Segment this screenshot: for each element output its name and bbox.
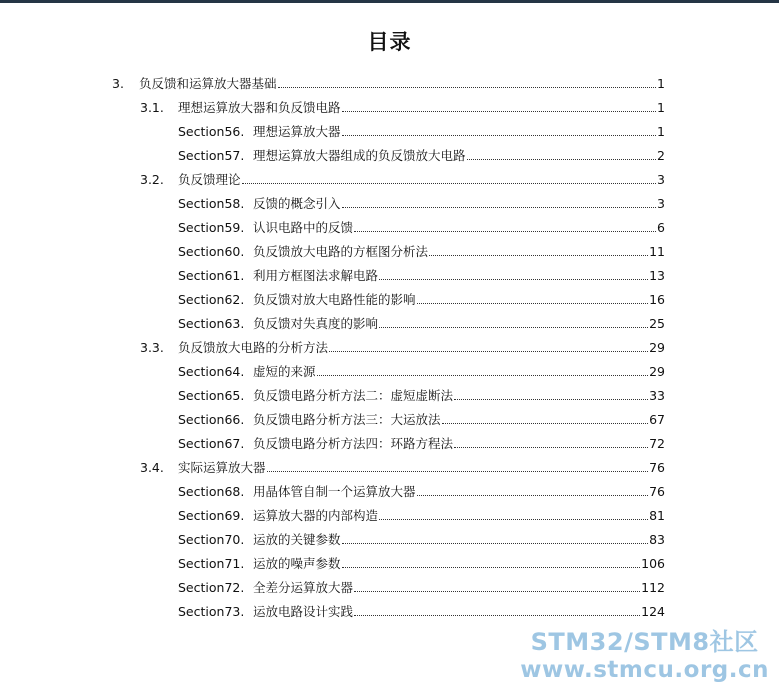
toc-entry[interactable] (140, 168, 665, 188)
toc-entry-label: 负反馈和运算放大器基础 (139, 76, 277, 91)
toc-entry-page: 1 (657, 124, 665, 139)
toc-entry[interactable] (178, 264, 665, 284)
toc-entry-page: 33 (649, 388, 665, 403)
toc-entry-label: 负反馈电路分析方法四：环路方程法 (253, 436, 454, 451)
toc-entry-page: 83 (649, 532, 665, 547)
toc-entry-number: Section62. (178, 292, 245, 307)
toc-leader-dots (317, 375, 649, 376)
toc-leader-dots (417, 303, 649, 304)
toc-entry-label: 运放的噪声参数 (253, 556, 341, 571)
toc-entry-label: 负反馈放大电路的分析方法 (178, 340, 329, 355)
toc-entry[interactable] (178, 552, 665, 572)
toc-entry-label: 理想运算放大器组成的负反馈放大电路 (253, 148, 466, 163)
toc-leader-dots (278, 87, 657, 88)
toc-entry-number: Section70. (178, 532, 245, 547)
page-title: 目录 (367, 30, 412, 54)
toc-entry-number: Section67. (178, 436, 245, 451)
toc-entry-page: 13 (649, 268, 665, 283)
toc-entry-label: 运放电路设计实践 (253, 604, 354, 619)
toc-leader-dots (454, 447, 648, 448)
toc-entry-page: 6 (657, 220, 665, 235)
toc-entry-number: Section56. (178, 124, 245, 139)
toc-entry-label: 认识电路中的反馈 (253, 220, 354, 235)
toc-entry-number: Section68. (178, 484, 245, 499)
toc-entry-page: 16 (649, 292, 665, 307)
toc-entry-number: Section71. (178, 556, 245, 571)
toc-entry-label: 理想运算放大器和负反馈电路 (178, 100, 341, 115)
toc-entry[interactable] (178, 312, 665, 332)
toc-entry[interactable] (178, 432, 665, 452)
toc-leader-dots (354, 231, 656, 232)
toc-entry-number: Section59. (178, 220, 245, 235)
toc-leader-dots (242, 183, 657, 184)
toc-entry-number: Section64. (178, 364, 245, 379)
toc-leader-dots (354, 615, 640, 616)
toc-entry-number: 3.3. (140, 340, 164, 355)
toc-entry-page: 106 (641, 556, 665, 571)
toc-entry-number: Section60. (178, 244, 245, 259)
toc-entry-label: 全差分运算放大器 (253, 580, 354, 595)
toc-leader-dots (354, 591, 640, 592)
toc-entry-label: 实际运算放大器 (178, 460, 266, 475)
toc-entry-number: 3.2. (140, 172, 164, 187)
toc-entry[interactable] (178, 144, 665, 164)
toc-leader-dots (379, 279, 648, 280)
toc-entry[interactable] (178, 504, 665, 524)
toc-entry-label: 负反馈放大电路的方框图分析法 (253, 244, 429, 259)
toc-entry[interactable] (178, 528, 665, 548)
toc-entry-number: Section66. (178, 412, 245, 427)
toc-entry[interactable] (178, 384, 665, 404)
toc-entry-number: 3.4. (140, 460, 164, 475)
toc-leader-dots (342, 567, 641, 568)
toc-entry[interactable] (178, 600, 665, 620)
toc-entry-page: 29 (649, 364, 665, 379)
toc-entry-label: 运放的关键参数 (253, 532, 341, 547)
toc-entry[interactable] (178, 576, 665, 596)
toc-entry[interactable] (178, 120, 665, 140)
toc-entry-label: 理想运算放大器 (253, 124, 341, 139)
toc-leader-dots (342, 111, 657, 112)
toc-entry-number: Section72. (178, 580, 245, 595)
toc-entry-number: Section65. (178, 388, 245, 403)
toc-entry-label: 利用方框图法求解电路 (253, 268, 379, 283)
toc-entry-page: 3 (657, 196, 665, 211)
toc-entry[interactable] (178, 240, 665, 260)
top-border (0, 0, 779, 3)
toc-entry-label: 用晶体管自制一个运算放大器 (253, 484, 416, 499)
toc-entry-page: 76 (649, 460, 665, 475)
toc-entry-label: 负反馈理论 (178, 172, 241, 187)
toc-entry-number: Section63. (178, 316, 245, 331)
toc-entry-page: 25 (649, 316, 665, 331)
toc-entry-number: Section57. (178, 148, 245, 163)
toc-entry[interactable] (178, 216, 665, 236)
toc-entry-label: 运算放大器的内部构造 (253, 508, 379, 523)
toc-entry-number: 3.1. (140, 100, 164, 115)
toc-entry-label: 负反馈电路分析方法三：大运放法 (253, 412, 441, 427)
toc-entry-number: 3. (112, 76, 124, 91)
toc-entry[interactable] (140, 336, 665, 356)
toc-entry-page: 11 (649, 244, 665, 259)
toc-leader-dots (379, 327, 648, 328)
toc-entry-page: 2 (657, 148, 665, 163)
toc-entry[interactable] (140, 456, 665, 476)
toc-leader-dots (379, 519, 648, 520)
toc-entry-label: 反馈的概念引入 (253, 196, 341, 211)
toc-leader-dots (342, 207, 657, 208)
toc-leader-dots (329, 351, 648, 352)
toc-entry-label: 虚短的来源 (253, 364, 316, 379)
toc-leader-dots (454, 399, 648, 400)
toc-leader-dots (342, 543, 649, 544)
toc-entry-page: 72 (649, 436, 665, 451)
toc-entry-page: 112 (641, 580, 665, 595)
toc-entry-page: 29 (649, 340, 665, 355)
toc-entry-number: Section61. (178, 268, 245, 283)
toc-entry[interactable] (112, 72, 665, 92)
toc-leader-dots (417, 495, 649, 496)
toc-entry-page: 67 (649, 412, 665, 427)
toc-entry[interactable] (178, 480, 665, 500)
toc-entry[interactable] (178, 360, 665, 380)
watermark-line-2: www.stmcu.org.cn (520, 657, 769, 683)
toc-leader-dots (442, 423, 649, 424)
toc-entry-page: 81 (649, 508, 665, 523)
toc-entry[interactable] (178, 192, 665, 212)
toc-entry-label: 负反馈对失真度的影响 (253, 316, 379, 331)
toc-leader-dots (429, 255, 648, 256)
toc-entry[interactable] (178, 408, 665, 428)
toc-entry-page: 1 (657, 100, 665, 115)
toc-entry-page: 3 (657, 172, 665, 187)
watermark-line-1: STM32/STM8社区 (530, 628, 759, 656)
toc-entry-page: 76 (649, 484, 665, 499)
site-watermark (520, 628, 769, 684)
toc-entry-number: Section58. (178, 196, 245, 211)
toc-leader-dots (342, 135, 657, 136)
toc-leader-dots (467, 159, 657, 160)
toc-entry-number: Section69. (178, 508, 245, 523)
toc-leader-dots (267, 471, 649, 472)
toc-entry[interactable] (178, 288, 665, 308)
toc-entry-label: 负反馈对放大电路性能的影响 (253, 292, 416, 307)
toc-entry-number: Section73. (178, 604, 245, 619)
toc-entry-page: 124 (641, 604, 665, 619)
toc-entry-label: 负反馈电路分析方法二：虚短虚断法 (253, 388, 454, 403)
toc-entry-page: 1 (657, 76, 665, 91)
toc-entry[interactable] (140, 96, 665, 116)
